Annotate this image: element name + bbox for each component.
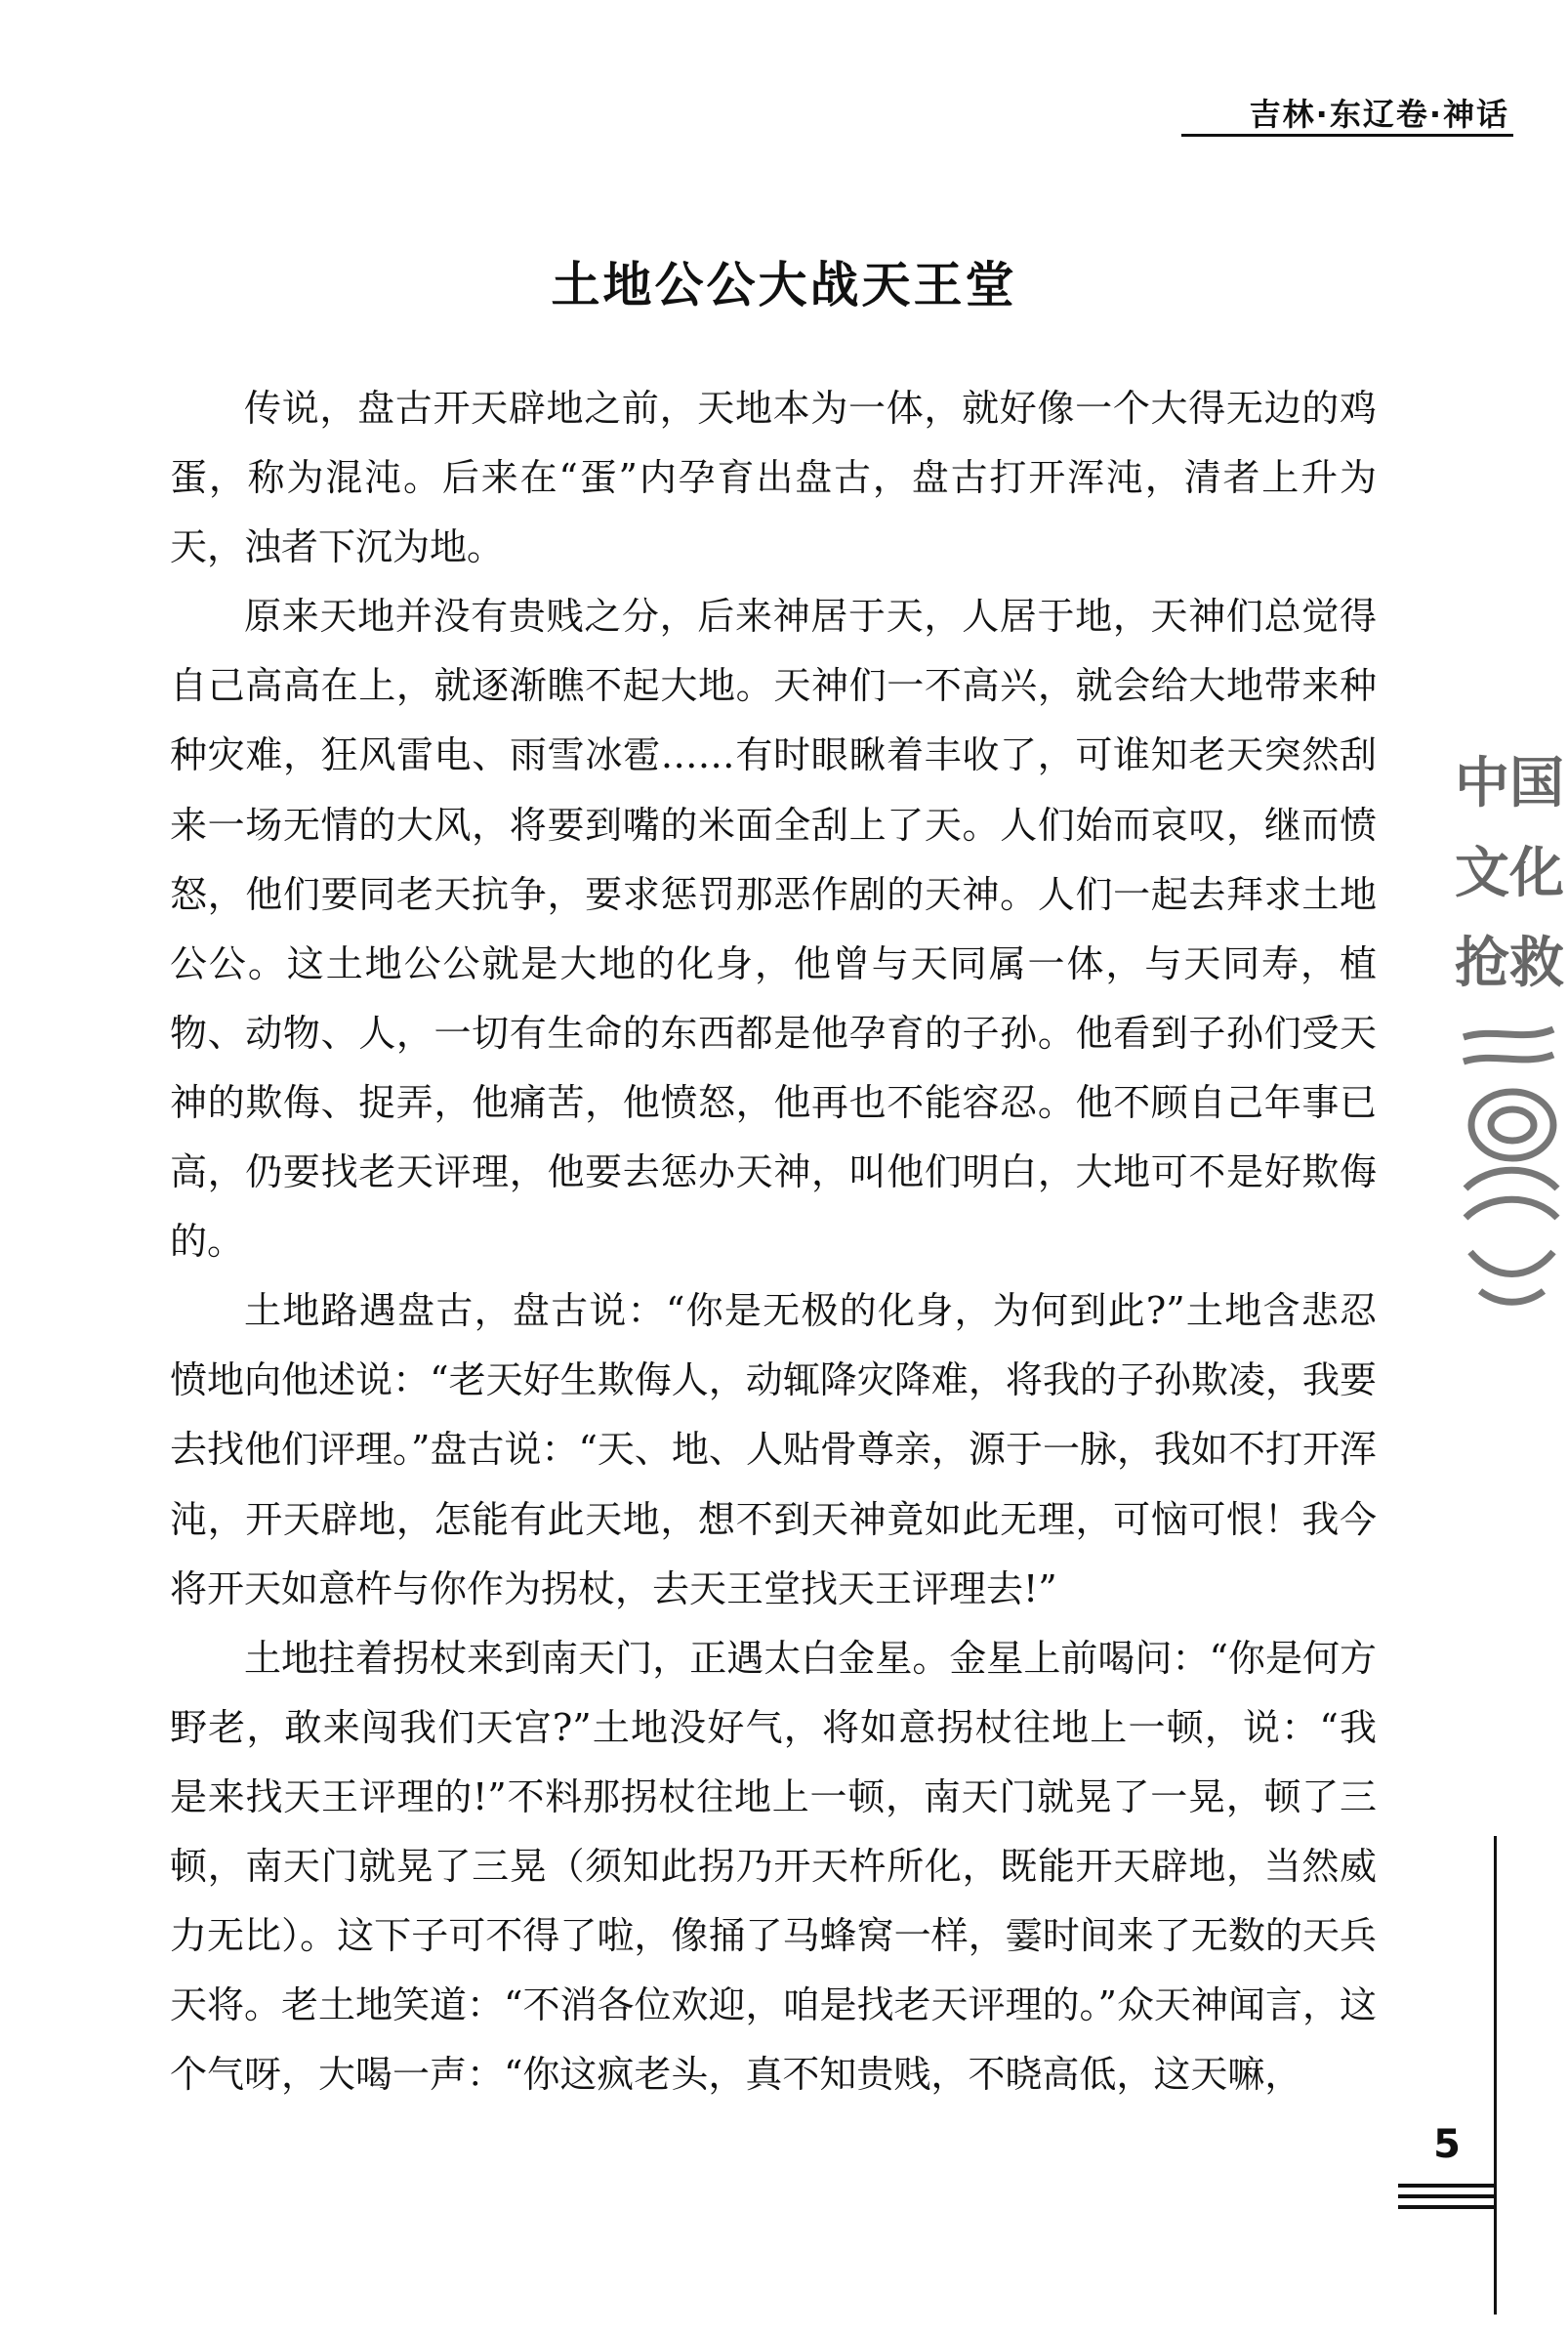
- page-number: 5: [1433, 2122, 1461, 2167]
- side-emblem: [1451, 738, 1568, 1320]
- paragraph: 传说，盘古开天辟地之前，天地本为一体，就好像一个大得无边的鸡蛋，称为混沌。后来在“蛋”内孕育出盘古，盘古打开浑沌，清者上升为天，浊者下沉为地。: [170, 387, 1377, 569]
- story-body: [170, 374, 1377, 2109]
- paragraph: 原来天地并没有贵贱之分，后来神居于天，人居于地，天神们总觉得自己高高在上，就逐渐瞧不起大地。天神们一不高兴，就会给大地带来种种灾难，狂风雷电、雨雪冰雹……有时眼瞅着丰收了，可谁知老天突然刮来一场无情的大风，将要到嘴的米面全刮上了天。人们始而哀叹，继而愤怒，他们要同老天抗争，要求惩罚那恶作剧的天神。人们一起去拜求土地公公。这土地公公就是大地的化身，他曾与天同属一体，与天同寿，植物、动物、人，一切有生命的东西都是他孕育的子孙。他看到子孙们受天神的欺侮、捉弄，他痛苦，他愤怒，他再也不能容忍。他不顾自己年事已高，仍要找老天评理，他要去惩办天神，叫他们明白，大地可不是好欺侮的。: [170, 595, 1377, 1264]
- header-rule: [1181, 134, 1513, 137]
- folio-bars: [1398, 2184, 1496, 2216]
- ornament-icon: [1456, 1018, 1563, 1311]
- emblem-text: 抢救: [1455, 931, 1564, 995]
- folio-rule: [1494, 1836, 1497, 2315]
- emblem-text: 中国: [1455, 751, 1564, 815]
- paragraph: 土地路遇盘古，盘古说：“你是无极的化身，为何到此?”土地含悲忍愤地向他述说：“老天好生欺侮人，动辄降灾降难，将我的子孙欺凌，我要去找他们评理。”盘古说：“天、地、人贴骨尊亲，源于一脉，我如不打开浑沌，开天辟地，怎能有此天地，想不到天神竟如此无理，可恼可恨！我今将开天如意杵与你作为拐杖，去天王堂找天王评理去!”: [170, 1289, 1377, 1610]
- running-head: 吉林·东辽卷·神话: [1249, 96, 1509, 133]
- emblem-text: 文化: [1455, 841, 1564, 905]
- story-title: 土地公公大战天王堂: [551, 257, 1017, 313]
- paragraph: 土地拄着拐杖来到南天门，正遇太白金星。金星上前喝问：“你是何方野老，敢来闯我们天宫?”土地没好气，将如意拐杖往地上一顿，说：“我是来找天王评理的!”不料那拐杖往地上一顿，南天门就晃了一晃，顿了三顿，南天门就晃了三晃（须知此拐乃开天杵所化，既能开天辟地，当然威力无比）。这下子可不得了啦，像捅了马蜂窝一样，霎时间来了无数的天兵天将。老土地笑道：“不消各位欢迎，咱是找老天评理的。”众天神闻言，这个气呀，大喝一声：“你这疯老头，真不知贵贱，不晓高低，这天嘛，: [170, 1636, 1377, 2097]
